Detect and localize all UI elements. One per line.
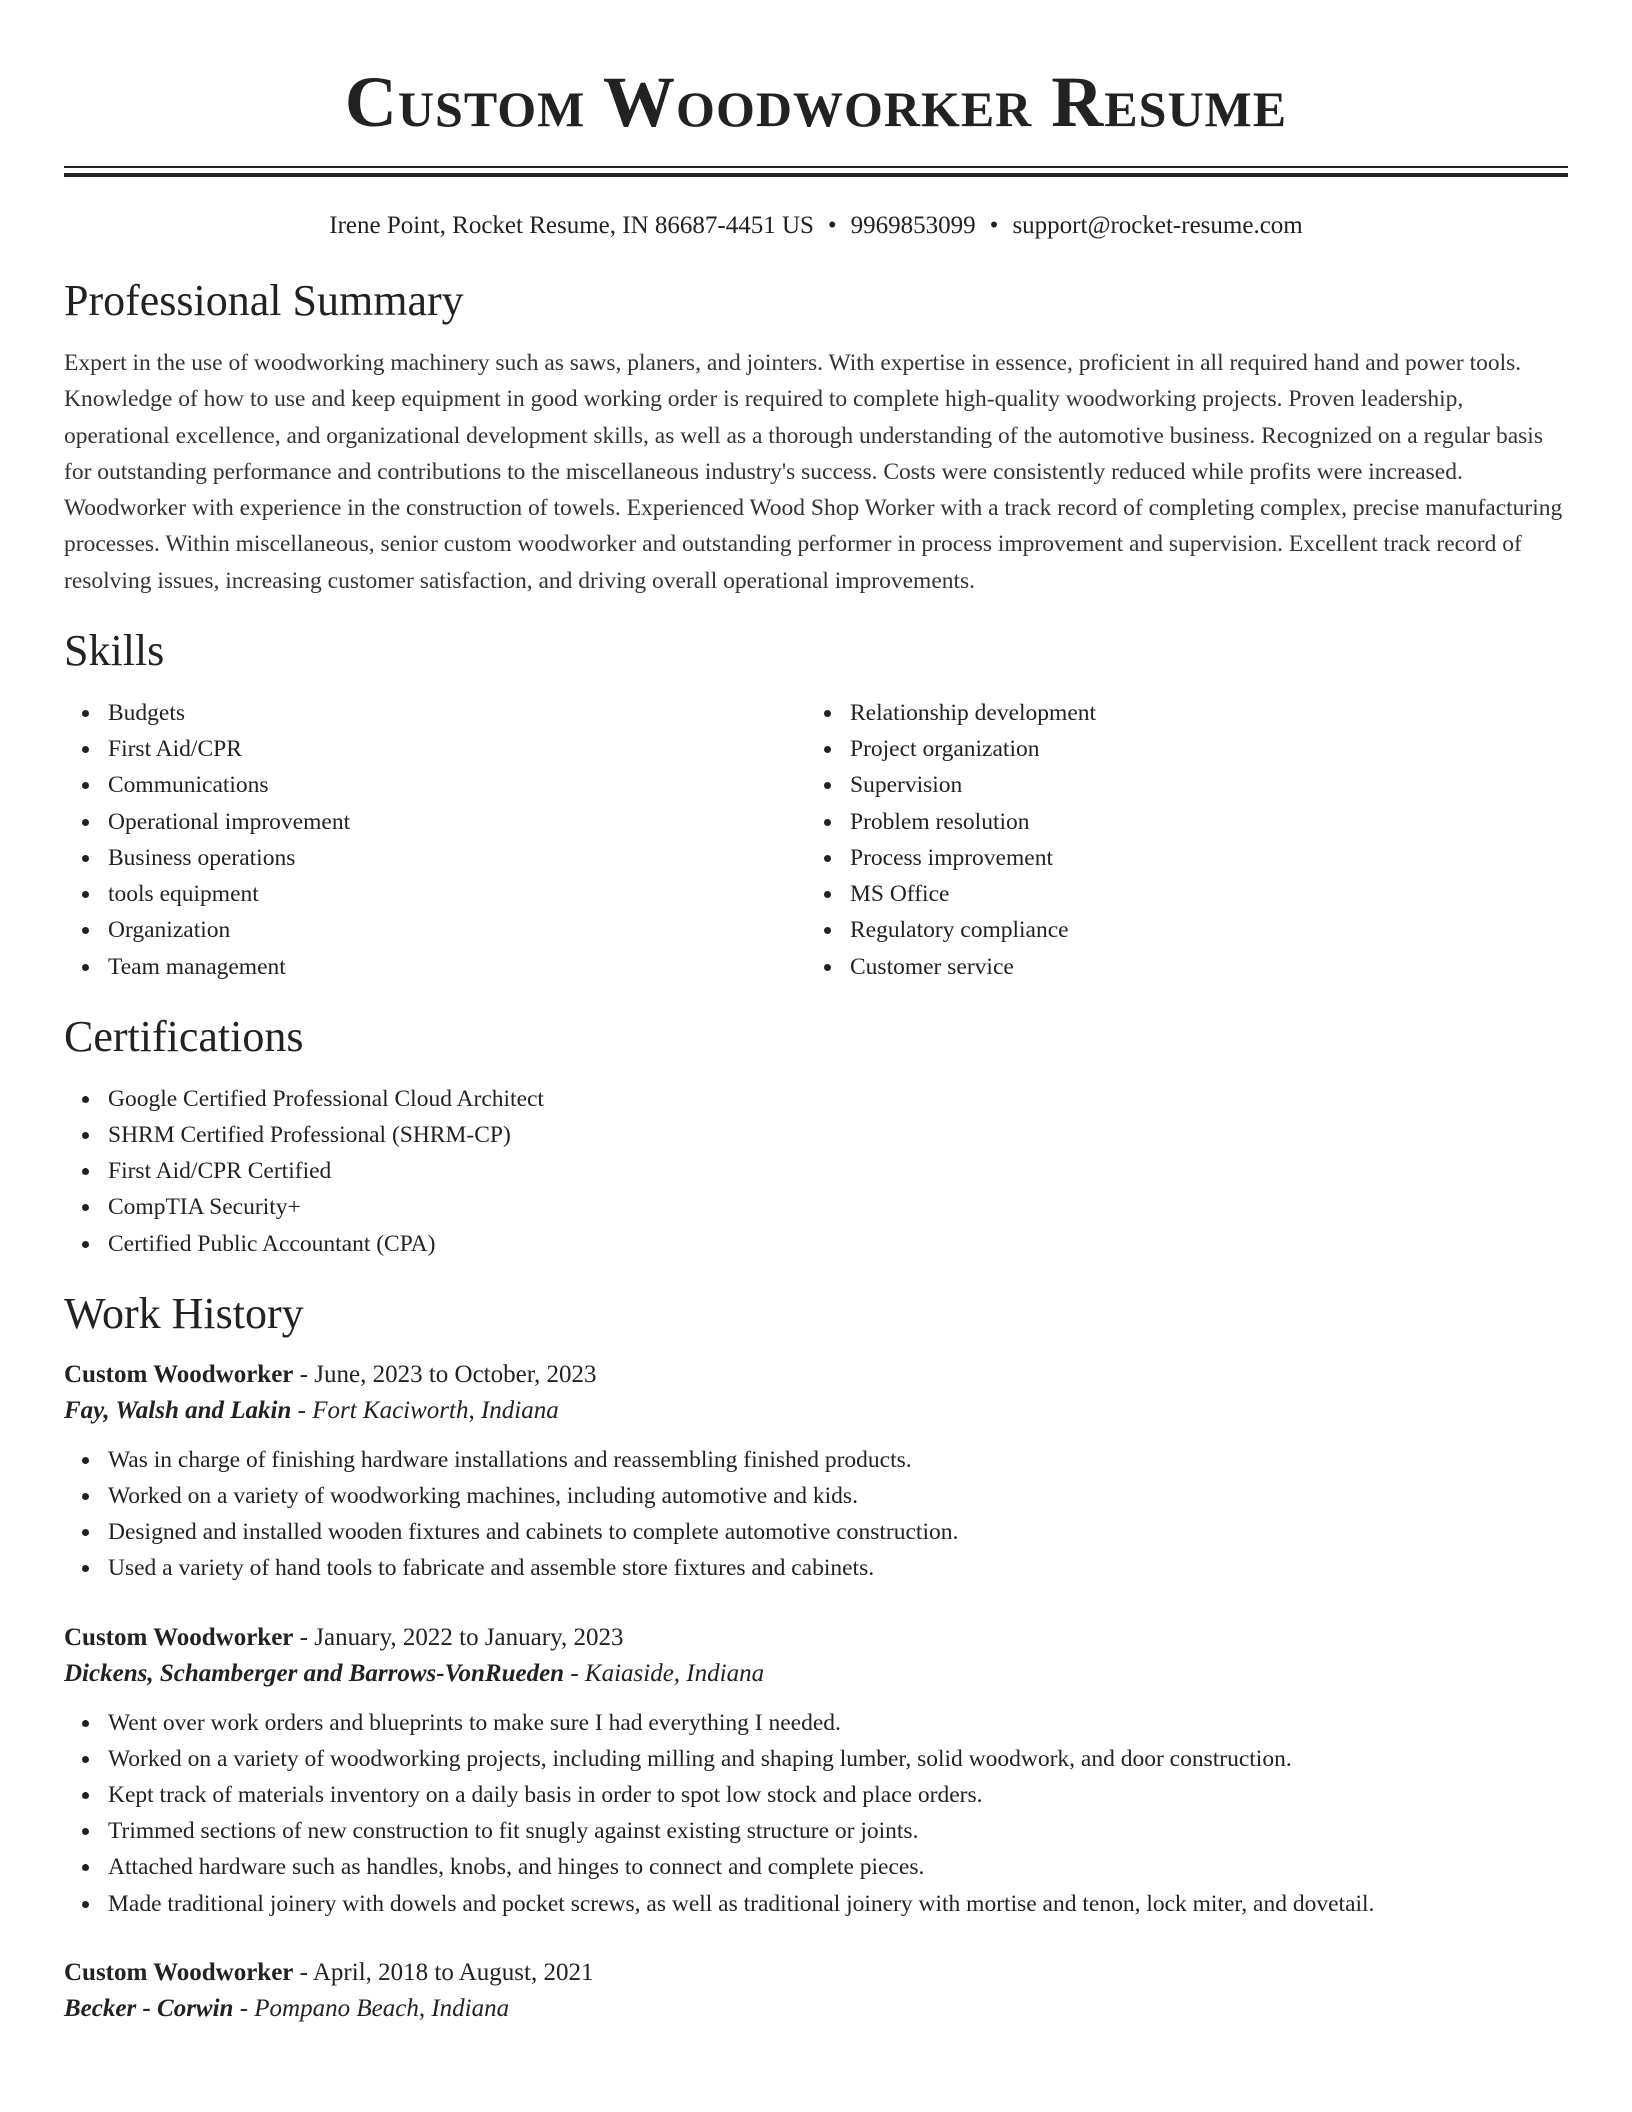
job-entry — [64, 1956, 1568, 2028]
skills-column-left — [64, 695, 806, 985]
skills-column-right — [806, 695, 1548, 985]
skill-item: Business operations — [108, 840, 806, 876]
job-role: Custom Woodworker — [64, 1958, 294, 1986]
job-duty-item: Designed and installed wooden fixtures and cabinets to complete automotive construction. — [108, 1514, 1568, 1550]
job-duty-item: Trimmed sections of new construction to fit snugly against existing structure or joints. — [108, 1813, 1568, 1849]
skill-item: Operational improvement — [108, 804, 806, 840]
job-duties-list — [64, 1442, 1568, 1587]
summary-text: Expert in the use of woodworking machinery such as saws, planers, and jointers. With expertise in essence, proficient in all required hand and power tools. Knowledge of how to use and keep equipment in good working order is required to complete high-quality woodworking projects. Proven leadership, operational excellence, and organizational development skills, as well as a thorough understanding of the automotive business. Recognized on a regular basis for outstanding performance and contributions to the miscellaneous industry's success. Costs were consistently reduced while profits were increased. Woodworker with experience in the construction of towels. Experienced Wood Shop Worker with a track record of completing complex, precise manufacturing processes. Within miscellaneous, senior custom woodworker and outstanding performer in process improvement and supervision. Excellent track record of resolving issues, increasing customer satisfaction, and driving overall operational improvements. — [64, 350, 1563, 594]
certification-item: First Aid/CPR Certified — [108, 1153, 1568, 1189]
skill-item: First Aid/CPR — [108, 731, 806, 767]
skill-item: tools equipment — [108, 876, 806, 912]
skill-item: Customer service — [850, 949, 1548, 985]
skill-item: Regulatory compliance — [850, 912, 1548, 948]
job-entry — [64, 1358, 1568, 1587]
certifications-list — [64, 1081, 1568, 1262]
certification-item: SHRM Certified Professional (SHRM-CP) — [108, 1117, 1568, 1153]
job-company: Fay, Walsh and Lakin — [64, 1396, 292, 1424]
job-duty-item: Worked on a variety of woodworking machines, including automotive and kids. — [108, 1478, 1568, 1514]
job-role: Custom Woodworker — [64, 1360, 294, 1388]
job-duty-item: Went over work orders and blueprints to make sure I had everything I needed. — [108, 1705, 1568, 1741]
resume-title: Custom Woodworker Resume — [344, 62, 1288, 142]
certifications-heading: Certifications — [64, 1011, 304, 1061]
job-role: Custom Woodworker — [64, 1623, 294, 1651]
skill-item: Communications — [108, 767, 806, 803]
certification-item: CompTIA Security+ — [108, 1189, 1568, 1225]
skills-list-left — [64, 695, 806, 985]
job-company-line: Fay, Walsh and Lakin - Fort Kaciworth, Indiana — [64, 1396, 559, 1424]
job-duty-item: Worked on a variety of woodworking projects, including milling and shaping lumber, solid woodwork, and door construction. — [108, 1741, 1568, 1777]
skills-heading: Skills — [64, 626, 165, 676]
job-entry — [64, 1621, 1568, 1922]
certification-item: Google Certified Professional Cloud Architect — [108, 1081, 1568, 1117]
job-location: Kaiaside, Indiana — [584, 1659, 765, 1687]
job-duty-item: Made traditional joinery with dowels and pocket screws, as well as traditional joinery with mortise and tenon, lock miter, and dovetail. — [108, 1886, 1568, 1922]
skill-item: Project organization — [850, 731, 1548, 767]
job-title-line: Custom Woodworker - June, 2023 to October, 2023 — [64, 1360, 597, 1388]
certification-item: Certified Public Accountant (CPA) — [108, 1226, 1568, 1262]
job-duty-item: Used a variety of hand tools to fabricate and assemble store fixtures and cabinets. — [108, 1550, 1568, 1586]
job-title-line: Custom Woodworker - January, 2022 to January, 2023 — [64, 1623, 624, 1651]
job-duties-list — [64, 1705, 1568, 1922]
skill-item: Relationship development — [850, 695, 1548, 731]
job-duty-item: Kept track of materials inventory on a daily basis in order to spot low stock and place orders. — [108, 1777, 1568, 1813]
job-company-line: Dickens, Schamberger and Barrows-VonRueden - Kaiaside, Indiana — [64, 1659, 765, 1687]
job-company: Becker - Corwin — [64, 1994, 234, 2022]
skills-columns — [64, 695, 1568, 985]
contact-separator: • — [827, 212, 837, 239]
skill-item: Team management — [108, 949, 806, 985]
job-dates: January, 2022 to January, 2023 — [314, 1623, 624, 1651]
skill-item: Process improvement — [850, 840, 1548, 876]
skill-item: Budgets — [108, 695, 806, 731]
job-company: Dickens, Schamberger and Barrows-VonRueden — [64, 1659, 565, 1687]
summary-heading: Professional Summary — [64, 276, 464, 325]
job-company-line: Becker - Corwin - Pompano Beach, Indiana — [64, 1994, 510, 2022]
contact-separator: • — [989, 212, 999, 239]
job-dates: April, 2018 to August, 2021 — [312, 1958, 594, 1986]
job-location: Pompano Beach, Indiana — [254, 1994, 510, 2022]
job-duty-item: Was in charge of finishing hardware installations and reassembling finished products. — [108, 1442, 1568, 1478]
title-divider — [64, 166, 1568, 177]
contact-line — [64, 211, 1568, 241]
skill-item: MS Office — [850, 876, 1548, 912]
job-duty-item: Attached hardware such as handles, knobs, and hinges to connect and complete pieces. — [108, 1849, 1568, 1885]
work-history-heading: Work History — [64, 1288, 304, 1338]
skill-item: Problem resolution — [850, 804, 1548, 840]
skill-item: Organization — [108, 912, 806, 948]
contact-address: Irene Point, Rocket Resume, IN 86687-4451 US — [329, 212, 814, 239]
contact-email: support@rocket-resume.com — [1012, 212, 1303, 239]
job-dates: June, 2023 to October, 2023 — [314, 1360, 597, 1388]
job-title-line: Custom Woodworker - April, 2018 to August, 2021 — [64, 1958, 594, 1986]
skill-item: Supervision — [850, 767, 1548, 803]
skills-list-right — [806, 695, 1548, 985]
job-location: Fort Kaciworth, Indiana — [312, 1396, 559, 1424]
contact-phone: 9969853099 — [850, 212, 976, 239]
